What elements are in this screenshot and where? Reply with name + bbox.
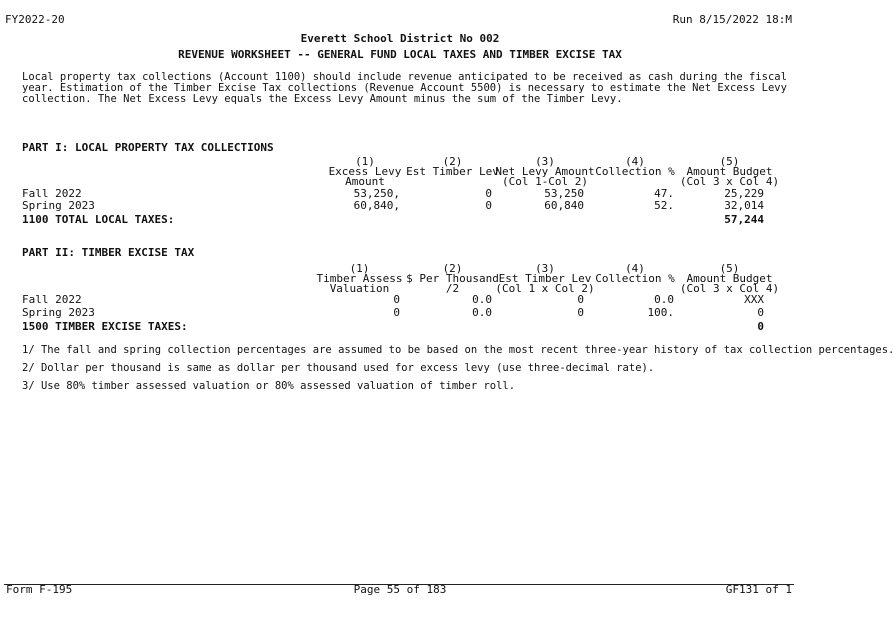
net-levy-amount: 53,250 xyxy=(544,187,584,200)
collection-percent: 52. xyxy=(654,199,674,212)
part1-col3-label: Net Levy Amount xyxy=(495,165,595,178)
part2-col4-label: Collection % xyxy=(595,272,675,285)
part1-title: PART I: LOCAL PROPERTY TAX COLLECTIONS xyxy=(22,141,274,154)
amount-budget: 25,229 xyxy=(724,187,764,200)
timber-assessed-valuation: 0 xyxy=(393,306,400,319)
row-label: Spring 2023 xyxy=(22,199,95,212)
part1-total-value: 57,244 xyxy=(724,213,764,226)
part1-col1-label: Excess Levy xyxy=(328,165,402,178)
collection-percent: 100. xyxy=(647,306,674,319)
part1-col5-number: (5) xyxy=(719,155,740,168)
timber-assessed-valuation: 0 xyxy=(393,293,400,306)
footnote-1: 1/ The fall and spring collection percentages are assumed to be based on the most recent three-year history of tax collection percentages. xyxy=(22,344,894,356)
part1-total-label: 1100 TOTAL LOCAL TAXES: xyxy=(22,213,175,226)
part2-title: PART II: TIMBER EXCISE TAX xyxy=(22,246,195,259)
est-timber-levy: 0 xyxy=(485,199,492,212)
form-number: Form F-195 xyxy=(6,583,73,596)
part2-col5-label: Amount Budget xyxy=(686,272,773,285)
part1-col2-number: (2) xyxy=(442,155,463,168)
part2-col1-label: Timber Assess xyxy=(316,272,403,285)
row-label: Fall 2022 xyxy=(22,187,82,200)
part1-col5-sublabel: (Col 3 x Col 4) xyxy=(679,175,780,188)
est-timber-levy: 0 xyxy=(485,187,492,200)
part1-col4-label: Collection % xyxy=(595,165,675,178)
part1-col3-sublabel: (Col 1-Col 2) xyxy=(501,175,589,188)
footnote-3: 3/ Use 80% timber assessed valuation or 80% assessed valuation of timber roll. xyxy=(22,380,516,392)
part2-col1-number: (1) xyxy=(349,262,370,275)
collection-percent: 47. xyxy=(654,187,674,200)
dollar-per-thousand: 0.0 xyxy=(472,306,492,319)
part2-col3-sublabel: (Col 1 x Col 2) xyxy=(495,282,595,295)
excess-levy-amount: 60,840, xyxy=(353,199,400,212)
part2-col2-number: (2) xyxy=(442,262,463,275)
part1-col1-number: (1) xyxy=(355,155,375,168)
part2-col3-label: Est Timber Lev xyxy=(498,272,592,285)
collection-percent: 0.0 xyxy=(654,293,674,306)
part1-col5-label: Amount Budget xyxy=(686,165,773,178)
part1-col4-number: (4) xyxy=(625,155,645,168)
report-code: GF131 of 1 xyxy=(725,583,792,596)
district-name: Everett School District No 002 xyxy=(300,32,500,45)
part2-col5-number: (5) xyxy=(719,262,740,275)
row-label: Fall 2022 xyxy=(22,293,82,306)
fiscal-year-label: FY2022-20 xyxy=(5,13,65,26)
run-timestamp: Run 8/15/2022 18:M xyxy=(672,13,792,26)
part2-col1-sublabel: Valuation xyxy=(329,282,390,295)
footnote-2: 2/ Dollar per thousand is same as dollar per thousand used for excess levy (use three-decimal rate). xyxy=(22,362,655,374)
page-title: REVENUE WORKSHEET -- GENERAL FUND LOCAL TAXES AND TIMBER EXCISE TAX xyxy=(178,48,622,61)
est-timber-levy: 0 xyxy=(577,293,584,306)
part2-col2-label: $ Per Thousand xyxy=(406,272,499,285)
part2-col3-number: (3) xyxy=(535,262,555,275)
est-timber-levy: 0 xyxy=(577,306,584,319)
amount-budget: XXX xyxy=(744,293,764,306)
part1-col1-sublabel: Amount xyxy=(345,175,385,188)
excess-levy-amount: 53,250, xyxy=(353,187,400,200)
amount-budget: 0 xyxy=(757,306,764,319)
part2-total-value: 0 xyxy=(757,320,764,333)
part2-total-label: 1500 TIMBER EXCISE TAXES: xyxy=(22,320,188,333)
dollar-per-thousand: 0.0 xyxy=(472,293,492,306)
row-label: Spring 2023 xyxy=(22,306,95,319)
part2-col2-sublabel: /2 xyxy=(445,282,460,295)
part1-col2-label: Est Timber Lev xyxy=(406,165,499,178)
intro-paragraph: Local property tax collections (Account 1100) should include revenue anticipated to be received as cash during the fiscal year. Estimation of the Timber Excise Tax collections (Revenue Account 5500) is necessary to estimate the Net Excess Levy collection. The Net Excess Levy equals the Excess Levy Amount minus the sum of the Timber Levy. xyxy=(22,71,794,105)
net-levy-amount: 60,840 xyxy=(544,199,584,212)
page-number: Page 55 of 183 xyxy=(353,583,447,596)
part2-col4-number: (4) xyxy=(625,262,645,275)
part1-col3-number: (3) xyxy=(535,155,555,168)
part2-col5-sublabel: (Col 3 x Col 4) xyxy=(679,282,780,295)
amount-budget: 32,014 xyxy=(724,199,764,212)
